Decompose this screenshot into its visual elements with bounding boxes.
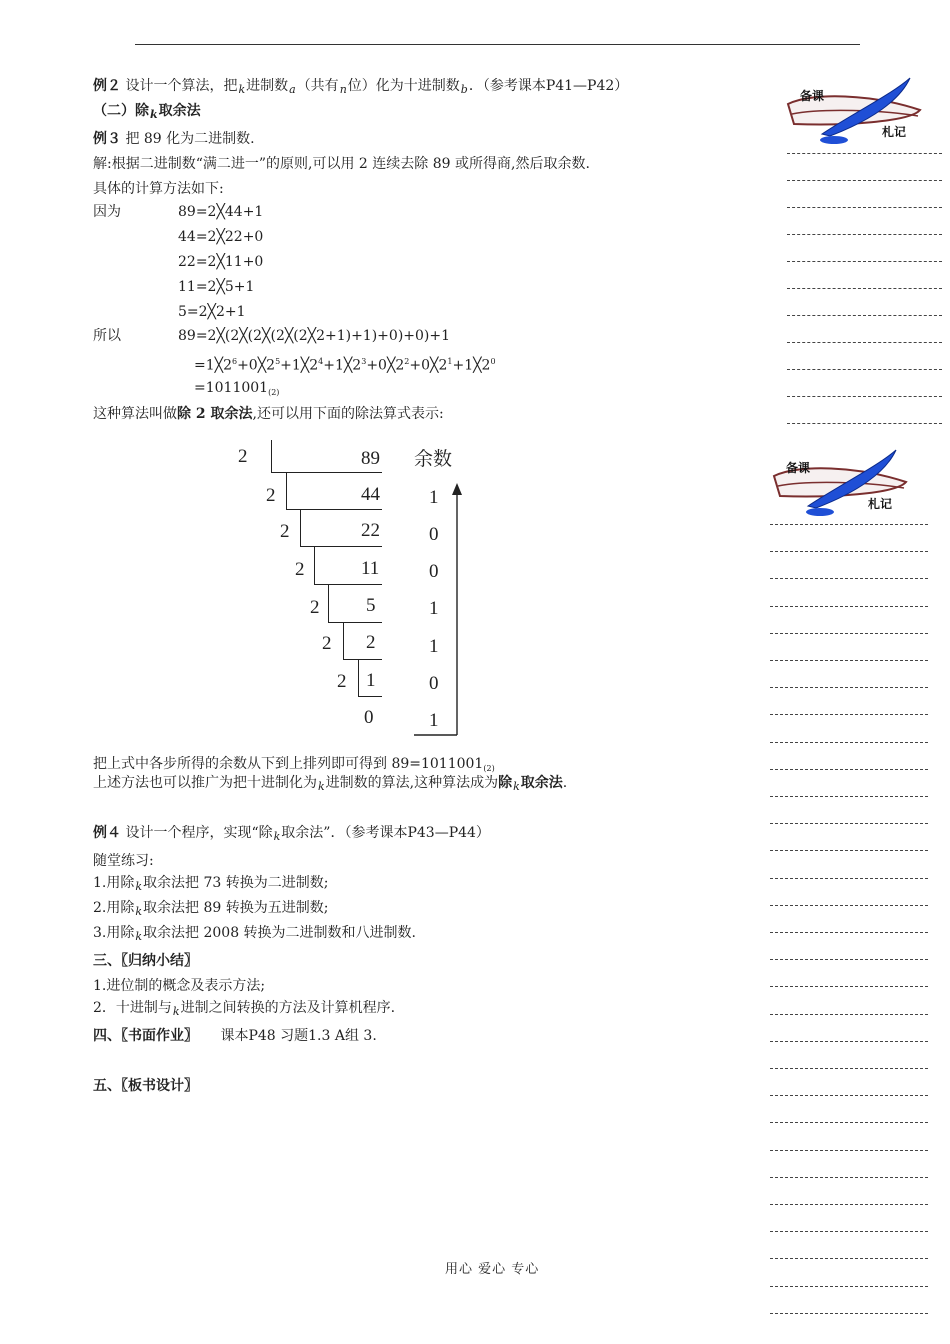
divisor: 2 — [280, 521, 290, 542]
term: +0╳2 — [366, 357, 405, 374]
equation-row: 5=2╳2+1 — [178, 304, 246, 320]
example-label: 例３ — [93, 131, 121, 147]
text: 取余法把 73 转换为二进制数; — [143, 875, 329, 891]
quotient: 44 — [361, 484, 380, 505]
logo-text: 备课 — [786, 461, 811, 475]
quotient: 2 — [366, 632, 376, 653]
text: （共有 — [296, 78, 339, 94]
practice-item — [93, 924, 416, 943]
remainder: 1 — [429, 636, 439, 657]
text: 2.用除 — [93, 900, 135, 916]
exponent: 2 — [404, 357, 410, 366]
practice-heading: 随堂练习: — [93, 853, 154, 869]
note-line — [770, 551, 928, 552]
remainder: 1 — [429, 710, 439, 731]
logo-text: 札记 — [882, 125, 907, 139]
page-footer: 用心 爱心 专心 — [445, 1262, 540, 1277]
text: 进制数的算法,这种算法成为 — [325, 775, 499, 791]
text: 位）化为十进制数 — [347, 78, 460, 94]
note-line — [770, 633, 928, 634]
text: 取余法”．（参考课本P43—P44） — [281, 825, 490, 841]
text: ,还可以用下面的除法算式表示: — [252, 406, 444, 422]
division-bracket — [300, 509, 301, 546]
var-k: k — [150, 108, 158, 121]
term: +0╳2 — [237, 357, 276, 374]
value: =1011001 — [194, 380, 269, 396]
divisor: 2 — [266, 485, 276, 506]
note-line — [770, 524, 928, 525]
division-bracket — [343, 622, 344, 659]
exponent: 6 — [231, 357, 238, 366]
term: +1╳2 — [280, 357, 319, 374]
text: 2．十进制与 — [93, 1000, 172, 1016]
note-line — [770, 850, 928, 851]
section-4 — [93, 1027, 377, 1045]
note-line — [770, 1231, 928, 1232]
conclusion-1 — [93, 755, 495, 775]
exponent: 3 — [361, 357, 367, 366]
lesson-notes-logo — [782, 74, 932, 146]
base-subscript: (2) — [268, 388, 280, 397]
binary-result — [194, 379, 279, 399]
note-line — [770, 1258, 928, 1259]
equation-row: 22=2╳11+0 — [178, 254, 264, 270]
text: 进制数 — [246, 78, 289, 94]
text: 把 89 化为二进制数. — [125, 131, 255, 147]
term: +1╳2 — [452, 357, 491, 374]
example-3 — [93, 130, 255, 148]
example-label: 例２ — [93, 78, 121, 94]
note-line — [787, 153, 942, 154]
quotient: 22 — [361, 520, 380, 541]
division-bracket — [343, 659, 382, 660]
exponent: 0 — [490, 357, 496, 366]
note-line — [770, 823, 928, 824]
note-line — [770, 1041, 928, 1042]
division-bracket — [271, 472, 382, 473]
note-line — [770, 796, 928, 797]
text: 取余法把 89 转换为五进制数; — [143, 900, 329, 916]
expansion-row: 89=2╳(2╳(2╳(2╳(2╳2+1)+1)+0)+0)+1 — [178, 328, 451, 344]
note-line — [787, 207, 942, 208]
remainder: 0 — [429, 561, 439, 582]
equation-row: 89=2╳44+1 — [178, 204, 264, 220]
division-bracket — [328, 584, 329, 622]
division-bracket — [358, 696, 382, 697]
summary-item: 1.进位制的概念及表示方法; — [93, 978, 266, 994]
note-line — [770, 1204, 928, 1205]
note-line — [770, 878, 928, 879]
division-bracket — [300, 546, 382, 547]
var-b: b — [460, 83, 468, 96]
var-k: k — [273, 830, 281, 843]
base-subscript: (2) — [483, 764, 495, 773]
text: 1.用除 — [93, 875, 135, 891]
logo-text: 札记 — [868, 497, 893, 511]
text: 这种算法叫做 — [93, 406, 177, 422]
note-line — [787, 288, 942, 289]
section-heading-2 — [93, 102, 201, 121]
note-line — [787, 342, 942, 343]
logo-text: 备课 — [800, 89, 825, 103]
division-bracket — [314, 546, 315, 584]
note-line — [787, 261, 942, 262]
exponent: 4 — [318, 357, 324, 366]
var-k: k — [135, 905, 143, 918]
algorithm-name-line — [93, 405, 444, 423]
divisor: 2 — [238, 446, 248, 467]
quotient: 5 — [366, 595, 376, 616]
quotient: 1 — [366, 670, 376, 691]
var-k: k — [238, 83, 246, 96]
quotient: 89 — [361, 448, 380, 469]
text: 把上式中各步所得的余数从下到上排列即可得到 89=1011001 — [93, 756, 484, 772]
text: ．（参考课本P41—P42） — [468, 78, 629, 94]
exponent: 5 — [275, 357, 281, 366]
example-label: 例４ — [93, 825, 121, 841]
equation-row: 44=2╳22+0 — [178, 229, 264, 245]
exponent: 1 — [447, 357, 453, 366]
var-k: k — [513, 780, 520, 793]
note-line — [770, 905, 928, 906]
remainder: 1 — [429, 598, 439, 619]
term: +1╳2 — [323, 357, 362, 374]
note-line — [770, 1313, 928, 1314]
divisor: 2 — [322, 633, 332, 654]
text: 取余法把 2008 转换为二进制数和八进制数. — [143, 925, 417, 941]
divisor: 2 — [295, 559, 305, 580]
example-2 — [93, 77, 628, 96]
text: 设计一个程序，实现“除 — [125, 825, 273, 841]
note-line — [770, 1286, 928, 1287]
note-line — [770, 1150, 928, 1151]
term: =1╳2 — [194, 357, 232, 374]
text: 进制之间转换的方法及计算机程序. — [180, 1000, 396, 1016]
text: 取余法 — [158, 103, 201, 119]
var-n: n — [339, 83, 347, 96]
remainder: 0 — [429, 524, 439, 545]
note-line — [770, 687, 928, 688]
section-5-heading: 五、〖板书设计〗 — [93, 1078, 198, 1094]
note-line — [770, 742, 928, 743]
note-line — [770, 1014, 928, 1015]
bold-term: 取余法 — [520, 775, 563, 791]
equation-row: 11=2╳5+1 — [178, 279, 255, 295]
summary-item — [93, 999, 395, 1018]
bold-term: 除 2 取余法 — [177, 406, 253, 422]
because-label: 因为 — [93, 204, 121, 220]
text: 3.用除 — [93, 925, 135, 941]
var-k: k — [135, 930, 143, 943]
text: . — [562, 775, 568, 791]
note-line — [770, 1095, 928, 1096]
power-expansion — [194, 353, 496, 375]
term: +0╳2 — [409, 357, 448, 374]
quotient: 0 — [364, 707, 374, 728]
note-line — [770, 986, 928, 987]
note-line — [787, 234, 942, 235]
remainder: 1 — [429, 487, 439, 508]
note-line — [787, 369, 942, 370]
note-line — [787, 315, 942, 316]
var-k: k — [172, 1005, 180, 1018]
lesson-notes-logo — [768, 446, 918, 518]
example-4 — [93, 824, 490, 843]
header-rule — [135, 44, 860, 45]
remainder: 0 — [429, 673, 439, 694]
division-bracket — [358, 659, 359, 696]
var-k: k — [318, 780, 325, 793]
remainder-header: 余数 — [414, 449, 453, 470]
division-bracket — [286, 472, 287, 509]
division-bracket — [314, 584, 382, 585]
section-3-heading: 三、〖归纳小结〗 — [93, 953, 198, 969]
note-line — [787, 396, 942, 397]
note-line — [770, 606, 928, 607]
quotient: 11 — [361, 558, 380, 579]
note-line — [770, 959, 928, 960]
note-line — [770, 660, 928, 661]
solution-text: 解:根据二进制数“满二进一”的原则,可以用 2 连续去除 89 或所得商,然后取余数. — [93, 156, 590, 172]
note-line — [770, 578, 928, 579]
up-arrow-icon — [410, 480, 470, 740]
text: （二）除 — [93, 103, 149, 119]
practice-item — [93, 874, 328, 893]
practice-item — [93, 899, 328, 918]
var-k: k — [135, 880, 143, 893]
text: 上述方法也可以推广为把十进制化为 — [93, 775, 317, 791]
note-line — [787, 180, 942, 181]
method-text: 具体的计算方法如下: — [93, 181, 224, 197]
var-a: a — [289, 83, 296, 96]
bold-term: 除 — [498, 775, 513, 791]
note-line — [770, 769, 928, 770]
divisor: 2 — [310, 597, 320, 618]
text: 设计一个算法，把 — [125, 78, 238, 94]
note-line — [770, 1177, 928, 1178]
division-bracket — [271, 440, 272, 472]
note-line — [787, 423, 942, 424]
note-line — [770, 1068, 928, 1069]
section-4-heading: 四、〖书面作业〗 — [93, 1028, 198, 1044]
note-line — [770, 714, 928, 715]
note-line — [770, 932, 928, 933]
so-label: 所以 — [93, 328, 121, 344]
note-line — [770, 1122, 928, 1123]
division-bracket — [328, 622, 382, 623]
conclusion-2 — [93, 774, 567, 793]
homework-text: 课本P48 习题1.3 A组 3. — [220, 1028, 377, 1044]
divisor: 2 — [337, 671, 347, 692]
